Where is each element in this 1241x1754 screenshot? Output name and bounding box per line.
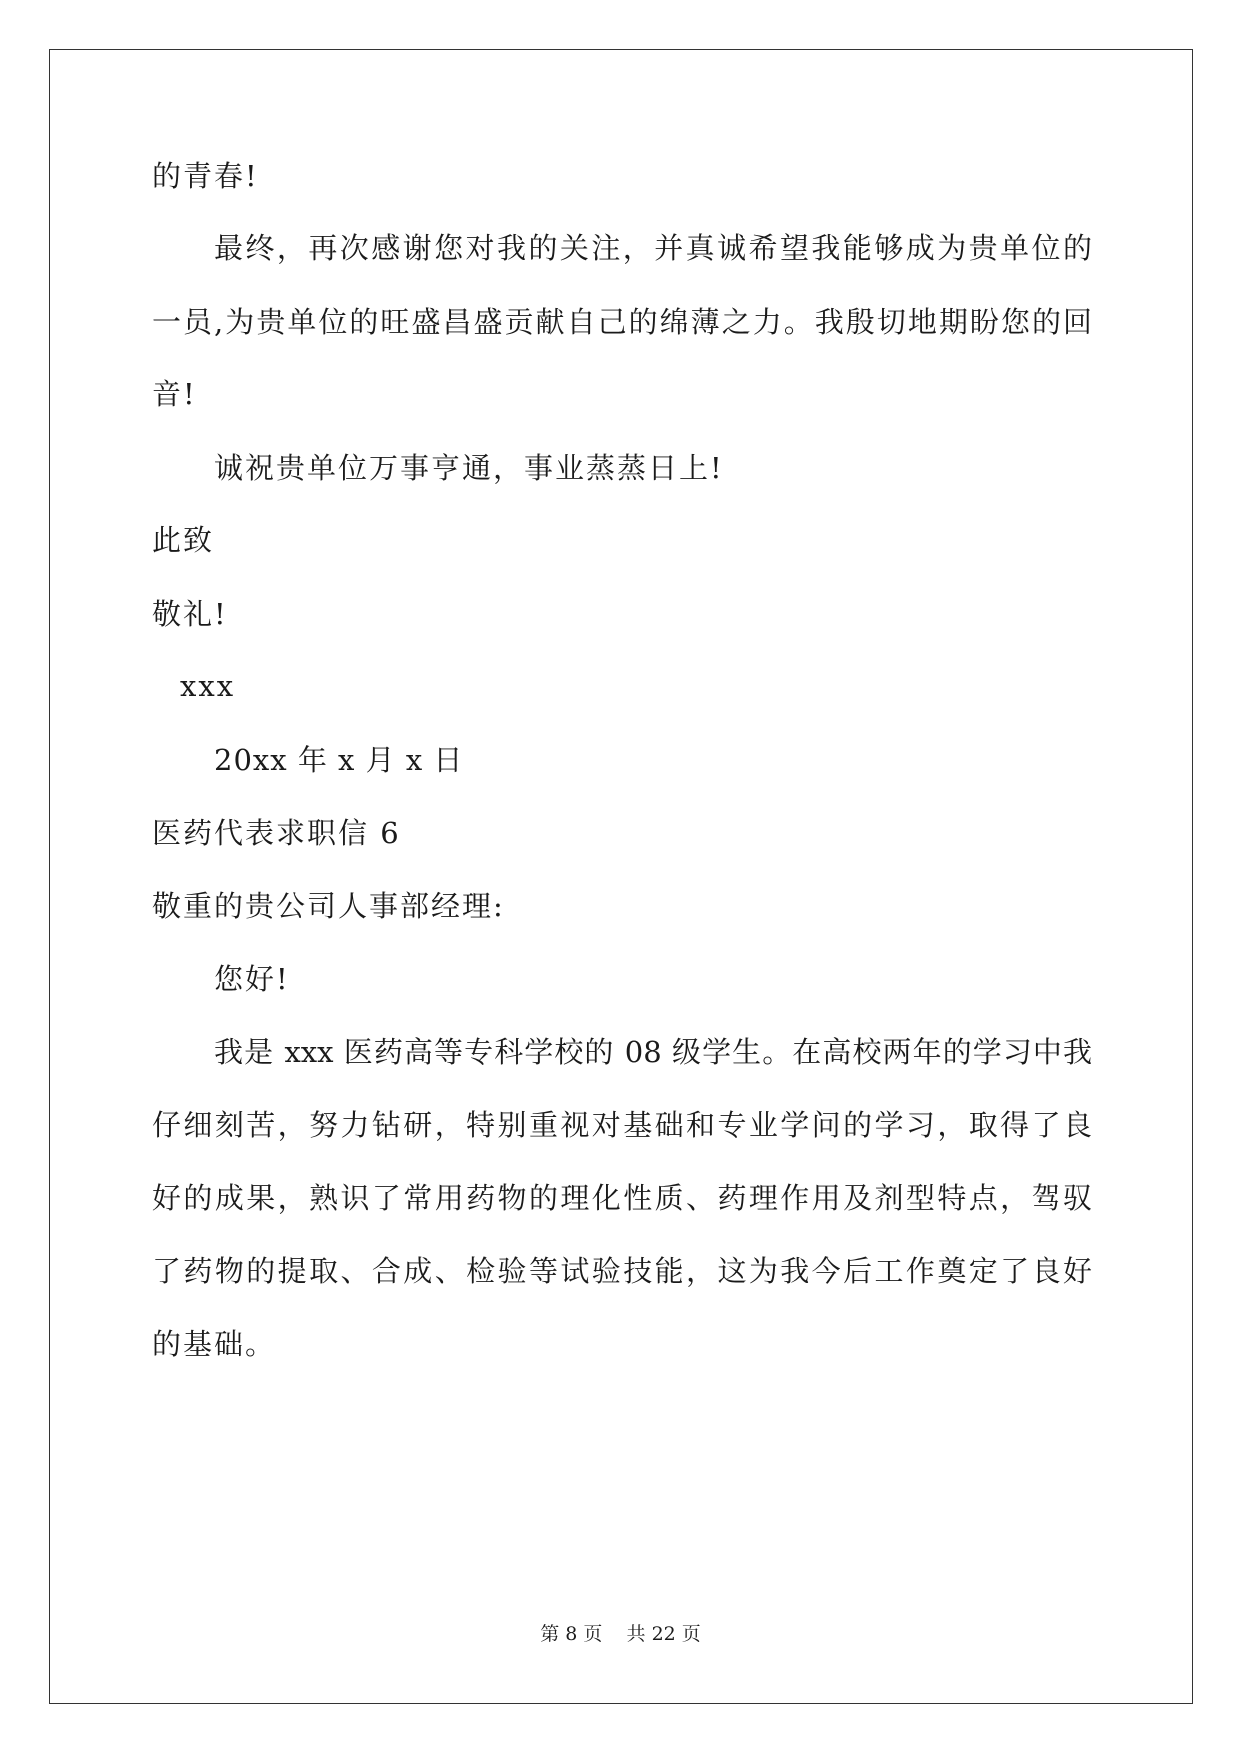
- text-line-4: 音!: [152, 377, 197, 411]
- text-line-2: 最终，再次感谢您对我的关注，并真诚希望我能够成为贵单位的: [214, 231, 1092, 265]
- page-number-footer: 第 8 页 共 22 页: [540, 1623, 701, 1645]
- signature-name: xxx: [180, 669, 236, 703]
- salutation-jingli: 敬礼!: [152, 597, 228, 631]
- letter-recipient: 敬重的贵公司人事部经理:: [152, 889, 505, 923]
- text-line-14: 仔细刻苦，努力钻研，特别重视对基础和专业学问的学习，取得了良: [152, 1108, 1092, 1142]
- greeting: 您好!: [214, 962, 290, 996]
- signature-date: 20xx 年 x 月 x 日: [214, 743, 464, 777]
- text-line-17: 的基础。: [152, 1327, 277, 1361]
- page-border: [49, 49, 1193, 1704]
- text-line-1: 的青春!: [152, 159, 259, 193]
- text-line-3: 一员,为贵单位的旺盛昌盛贡献自己的绵薄之力。我殷切地期盼您的回: [152, 305, 1092, 339]
- salutation-cizhi: 此致: [152, 523, 215, 557]
- text-line-16: 了药物的提取、合成、检验等试验技能，这为我今后工作奠定了良好: [152, 1254, 1092, 1288]
- text-line-13: 我是 xxx 医药高等专科学校的 08 级学生。在高校两年的学习中我: [214, 1035, 1092, 1069]
- closing-wish: 诚祝贵单位万事亨通，事业蒸蒸日上!: [214, 451, 724, 485]
- text-line-15: 好的成果，熟识了常用药物的理化性质、药理作用及剂型特点，驾驭: [152, 1181, 1092, 1215]
- section-title: 医药代表求职信 6: [152, 816, 401, 850]
